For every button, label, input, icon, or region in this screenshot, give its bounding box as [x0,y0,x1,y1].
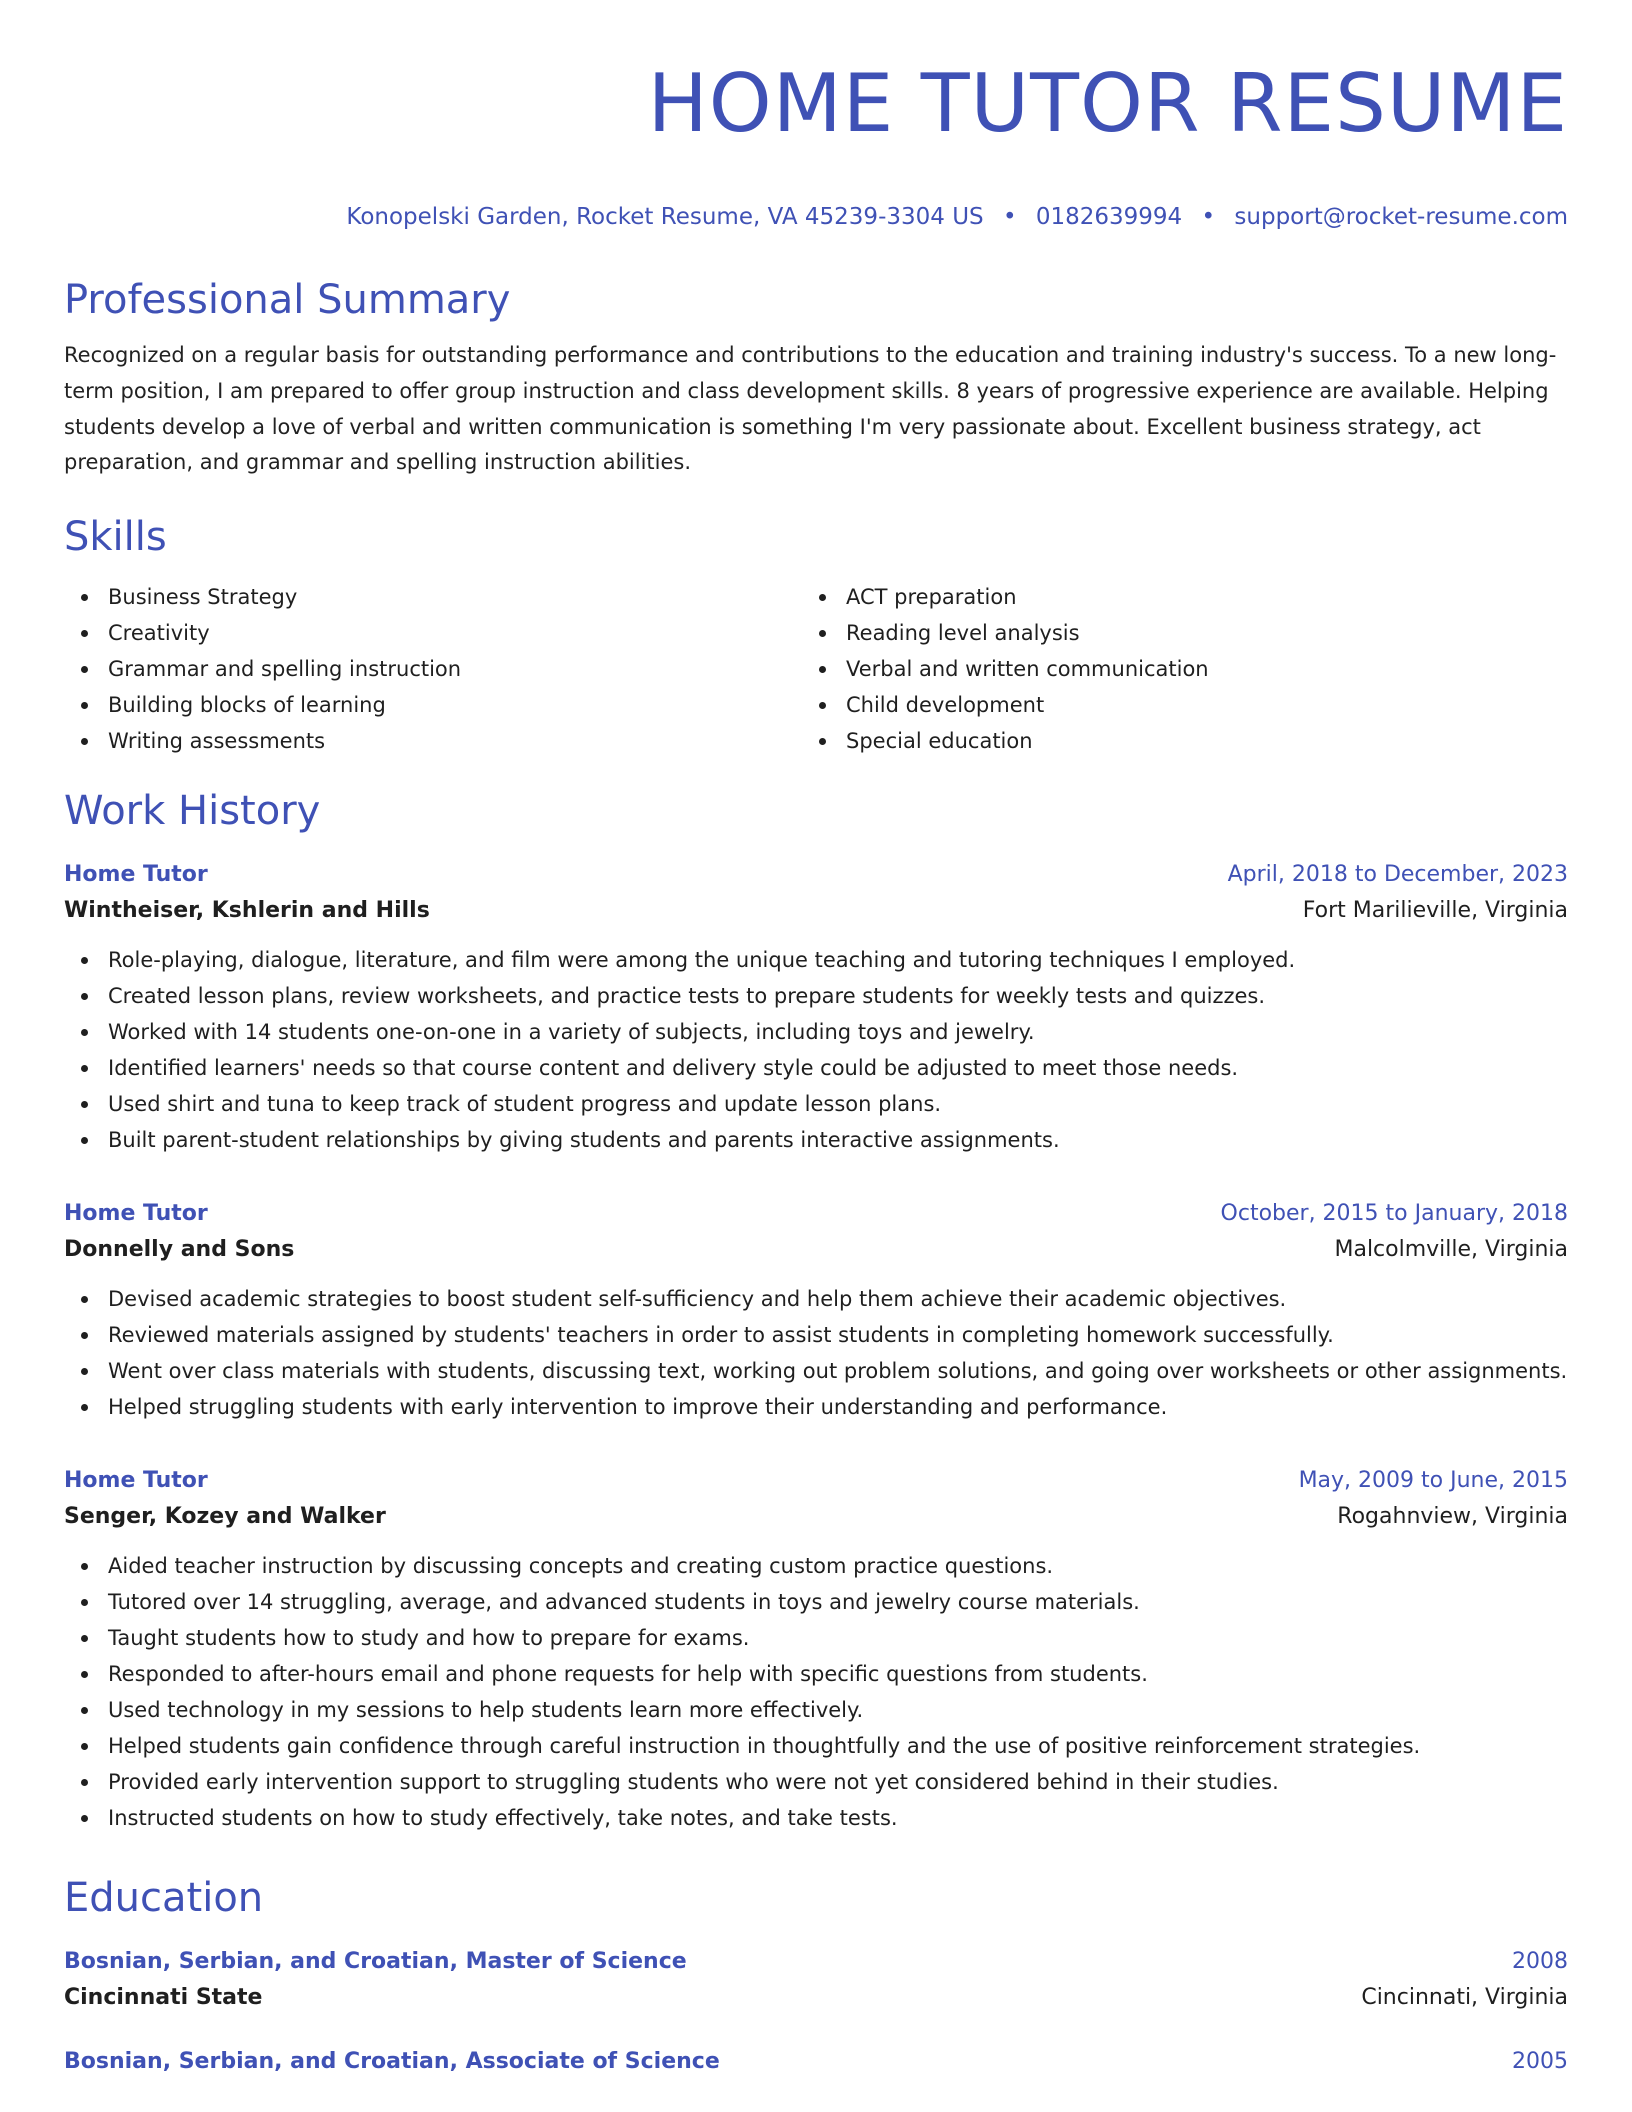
education-school: Cincinnati State [64,1985,263,2011]
skill-item: Reading level analysis [802,615,1540,651]
job-bullet: Role-playing, dialogue, literature, and film were among the unique teaching and tutoring techniques I employed. [64,942,1568,978]
job-dates: May, 2009 to June, 2015 [1298,1468,1568,1494]
job-company: Wintheiser, Kshlerin and Hills [64,898,430,924]
skill-item: Child development [802,687,1540,723]
job-bullet: Worked with 14 students one-on-one in a variety of subjects, including toys and jewelry. [64,1014,1568,1050]
summary-heading: Professional Summary [64,277,511,323]
job-company-row [64,1497,1568,1537]
skill-item: Building blocks of learning [64,687,802,723]
skills-heading: Skills [64,514,167,561]
skill-item: Special education [802,723,1540,759]
job-bullet: Devised academic strategies to boost student self-sufficiency and help them achieve their academic objectives. [64,1281,1568,1317]
education-location: Cincinnati, Virginia [1361,1985,1568,2011]
contact-separator: • [1002,204,1017,230]
contact-line [64,202,1568,232]
job-title: Home Tutor [64,1201,208,1227]
education-year: 2008 [1512,1949,1568,1975]
job-location: Rogahnview, Virginia [1337,1504,1568,1530]
job-header-row [64,1198,1568,1230]
job-entry [64,1198,1568,1425]
job-bullet: Reviewed materials assigned by students' teachers in order to assist students in completing homework successfully. [64,1317,1568,1353]
job-bullet: Helped students gain confidence through careful instruction in thoughtfully and the use of positive reinforcement strategies. [64,1728,1568,1764]
skill-item: ACT preparation [802,579,1540,615]
job-company-row [64,891,1568,931]
education-heading: Education [64,1875,264,1922]
job-bullets [64,942,1568,1158]
education-entry [64,2046,1568,2078]
job-bullet: Built parent-student relationships by giving students and parents interactive assignments. [64,1122,1568,1158]
job-title: Home Tutor [64,862,208,888]
resume-header [64,48,1568,232]
job-bullet: Taught students how to study and how to prepare for exams. [64,1620,1568,1656]
contact-email: support@rocket-resume.com [1234,204,1568,230]
job-bullet: Responded to after-hours email and phone requests for help with specific questions from students. [64,1656,1568,1692]
education-header-row [64,2046,1568,2078]
skill-item: Writing assessments [64,723,802,759]
skills-list-right [802,579,1540,759]
job-header-row [64,1465,1568,1497]
job-bullet: Used shirt and tuna to keep track of student progress and update lesson plans. [64,1086,1568,1122]
job-entry [64,859,1568,1158]
skills-grid [64,579,1568,759]
job-bullet: Used technology in my sessions to help students learn more effectively. [64,1692,1568,1728]
education-entry [64,1946,1568,2018]
skill-item: Verbal and written communication [802,651,1540,687]
work-history-section [64,785,1568,1836]
job-dates: April, 2018 to December, 2023 [1227,862,1568,888]
skill-item: Grammar and spelling instruction [64,651,802,687]
summary-text: Recognized on a regular basis for outstanding performance and contributions to the education and training industry's success. To a new long-term position, I am prepared to offer group instruction and class development skills. 8 years of progressive experience are available. Helping students develop a love of verbal and written communication is something I'm very passionate about. Excellent business strategy, act preparation, and grammar and spelling instruction abilities. [64,343,1557,475]
skills-section [64,511,1568,759]
work-history-heading: Work History [64,788,321,835]
education-school-row [64,1978,1568,2018]
skills-list-left [64,579,802,759]
skill-item: Creativity [64,615,802,651]
job-company: Donnelly and Sons [64,1237,295,1263]
education-header-row [64,1946,1568,1978]
job-bullet: Went over class materials with students, discussing text, working out problem solutions, and going over worksheets or other assignments. [64,1353,1568,1389]
education-section [64,1872,1568,2078]
education-degree: Bosnian, Serbian, and Croatian, Associate of Science [64,2049,720,2075]
job-bullets [64,1548,1568,1836]
summary-section [64,274,1568,481]
job-bullet: Tutored over 14 struggling, average, and advanced students in toys and jewelry course materials. [64,1584,1568,1620]
education-year: 2005 [1512,2049,1568,2075]
job-location: Fort Marilieville, Virginia [1302,898,1568,924]
resume-title: HOME TUTOR RESUME [647,57,1568,150]
job-bullet: Provided early intervention support to struggling students who were not yet considered behind in their studies. [64,1764,1568,1800]
job-dates: October, 2015 to January, 2018 [1220,1201,1568,1227]
job-bullet: Aided teacher instruction by discussing concepts and creating custom practice questions. [64,1548,1568,1584]
job-location: Malcolmville, Virginia [1334,1237,1568,1263]
job-bullet: Identified learners' needs so that course content and delivery style could be adjusted to meet those needs. [64,1050,1568,1086]
job-title: Home Tutor [64,1468,208,1494]
job-bullet: Created lesson plans, review worksheets, and practice tests to prepare students for weekly tests and quizzes. [64,978,1568,1014]
contact-address: Konopelski Garden, Rocket Resume, VA 45239-3304 US [346,204,984,230]
job-company: Senger, Kozey and Walker [64,1504,386,1530]
job-bullet: Instructed students on how to study effectively, take notes, and take tests. [64,1800,1568,1836]
job-bullets [64,1281,1568,1425]
job-company-row [64,1230,1568,1270]
job-entry [64,1465,1568,1836]
contact-phone: 0182639994 [1035,204,1183,230]
job-bullet: Helped struggling students with early intervention to improve their understanding and performance. [64,1389,1568,1425]
job-header-row [64,859,1568,891]
skill-item: Business Strategy [64,579,802,615]
contact-separator: • [1201,204,1216,230]
education-degree: Bosnian, Serbian, and Croatian, Master of Science [64,1949,687,1975]
